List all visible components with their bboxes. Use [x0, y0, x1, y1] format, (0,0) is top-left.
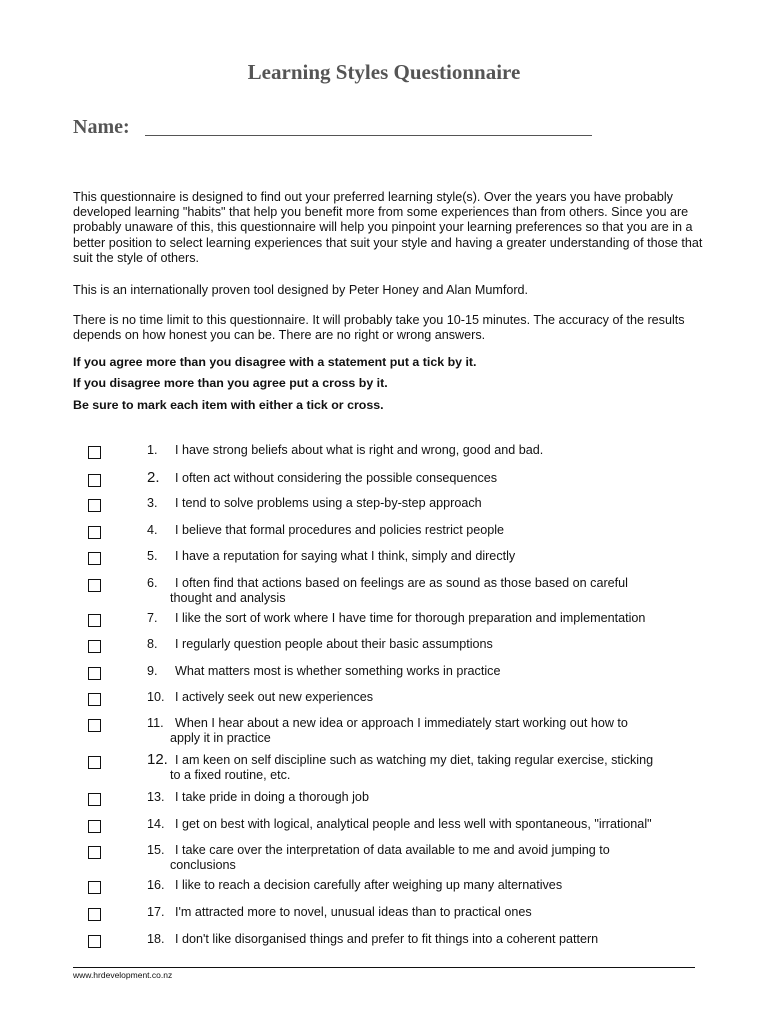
- answer-checkbox[interactable]: [88, 693, 101, 706]
- item-number: 15.: [147, 843, 165, 857]
- item-statement: I'm attracted more to novel, unusual ideas than to practical ones: [175, 905, 532, 919]
- answer-checkbox[interactable]: [88, 614, 101, 627]
- item-statement: I take pride in doing a thorough job: [175, 790, 369, 804]
- footer-divider: [73, 967, 695, 968]
- item-number: 2.: [147, 469, 160, 486]
- item-statement: I take care over the interpretation of data available to me and avoid jumping to: [175, 843, 610, 857]
- item-statement: I actively seek out new experiences: [175, 690, 374, 704]
- item-number: 7.: [147, 611, 158, 625]
- item-number: 13.: [147, 790, 165, 804]
- answer-checkbox[interactable]: [88, 552, 101, 565]
- item-statement-continued: thought and analysis: [170, 591, 286, 605]
- answer-checkbox[interactable]: [88, 640, 101, 653]
- item-number: 14.: [147, 817, 165, 831]
- answer-checkbox[interactable]: [88, 474, 101, 487]
- answer-checkbox[interactable]: [88, 499, 101, 512]
- item-number: 17.: [147, 905, 165, 919]
- answer-checkbox[interactable]: [88, 793, 101, 806]
- intro-paragraph-authors: This is an internationally proven tool designed by Peter Honey and Alan Mumford.: [73, 283, 529, 297]
- instruction-cross: If you disagree more than you agree put a cross by it.: [73, 376, 388, 390]
- item-statement: I often find that actions based on feelings are as sound as those based on careful: [175, 576, 628, 590]
- answer-checkbox[interactable]: [88, 446, 101, 459]
- item-statement: What matters most is whether something works in practice: [175, 664, 501, 678]
- item-statement: I tend to solve problems using a step-by-step approach: [175, 496, 482, 510]
- answer-checkbox[interactable]: [88, 756, 101, 769]
- item-number: 11.: [147, 716, 164, 730]
- document-title: Learning Styles Questionnaire: [247, 60, 521, 84]
- item-number: 12.: [147, 751, 168, 768]
- answer-checkbox[interactable]: [88, 935, 101, 948]
- item-statement: I believe that formal procedures and policies restrict people: [175, 523, 505, 537]
- item-statement: I am keen on self discipline such as watching my diet, taking regular exercise, sticking: [175, 753, 654, 767]
- item-statement: I often act without considering the possible consequences: [175, 471, 498, 485]
- item-number: 4.: [147, 523, 158, 537]
- item-statement-continued: conclusions: [170, 858, 236, 872]
- item-statement: I have a reputation for saying what I think, simply and directly: [175, 549, 516, 563]
- item-statement: I regularly question people about their basic assumptions: [175, 637, 493, 651]
- item-statement: I have strong beliefs about what is right and wrong, good and bad.: [175, 443, 544, 457]
- item-statement: I like to reach a decision carefully after weighing up many alternatives: [175, 878, 563, 892]
- answer-checkbox[interactable]: [88, 579, 101, 592]
- item-statement: When I hear about a new idea or approach I immediately start working out how to: [175, 716, 628, 730]
- item-statement-continued: to a fixed routine, etc.: [170, 768, 291, 782]
- item-statement: I like the sort of work where I have time for thorough preparation and implementation: [175, 611, 646, 625]
- item-number: 1.: [147, 443, 158, 457]
- item-number: 3.: [147, 496, 158, 510]
- item-number: 6.: [147, 576, 158, 590]
- footer-url: www.hrdevelopment.co.nz: [73, 970, 173, 980]
- instruction-tick: If you agree more than you disagree with a statement put a tick by it.: [73, 355, 477, 369]
- answer-checkbox[interactable]: [88, 846, 101, 859]
- item-number: 16.: [147, 878, 165, 892]
- intro-paragraph: This questionnaire is designed to find out your preferred learning style(s). Over the years you have probably developed learning "habits" that help you benefit more from some experiences than from others. Since you are probably unaware of this, this questionnaire will help you pinpoint your learning preferences so that you are in a better position to select learning experiences that suit your style and having a greater understanding of those that suit the style of others.: [73, 190, 703, 265]
- item-number: 8.: [147, 637, 158, 651]
- item-statement: I get on best with logical, analytical people and less well with spontaneous, "irrational": [175, 817, 652, 831]
- answer-checkbox[interactable]: [88, 719, 101, 732]
- instruction-mark-each: Be sure to mark each item with either a tick or cross.: [73, 398, 384, 412]
- answer-checkbox[interactable]: [88, 881, 101, 894]
- item-number: 5.: [147, 549, 158, 563]
- intro-paragraph-time: There is no time limit to this questionnaire. It will probably take you 10-15 minutes. The accuracy of the results depends on how honest you can be. There are no right or wrong answers.: [73, 313, 685, 343]
- item-number: 10.: [147, 690, 165, 704]
- item-statement-continued: apply it in practice: [170, 731, 271, 745]
- answer-checkbox[interactable]: [88, 526, 101, 539]
- answer-checkbox[interactable]: [88, 667, 101, 680]
- item-number: 18.: [147, 932, 165, 946]
- item-statement: I don't like disorganised things and prefer to fit things into a coherent pattern: [175, 932, 599, 946]
- name-field[interactable]: [145, 135, 592, 136]
- item-number: 9.: [147, 664, 158, 678]
- answer-checkbox[interactable]: [88, 908, 101, 921]
- name-label: Name:: [73, 116, 130, 138]
- answer-checkbox[interactable]: [88, 820, 101, 833]
